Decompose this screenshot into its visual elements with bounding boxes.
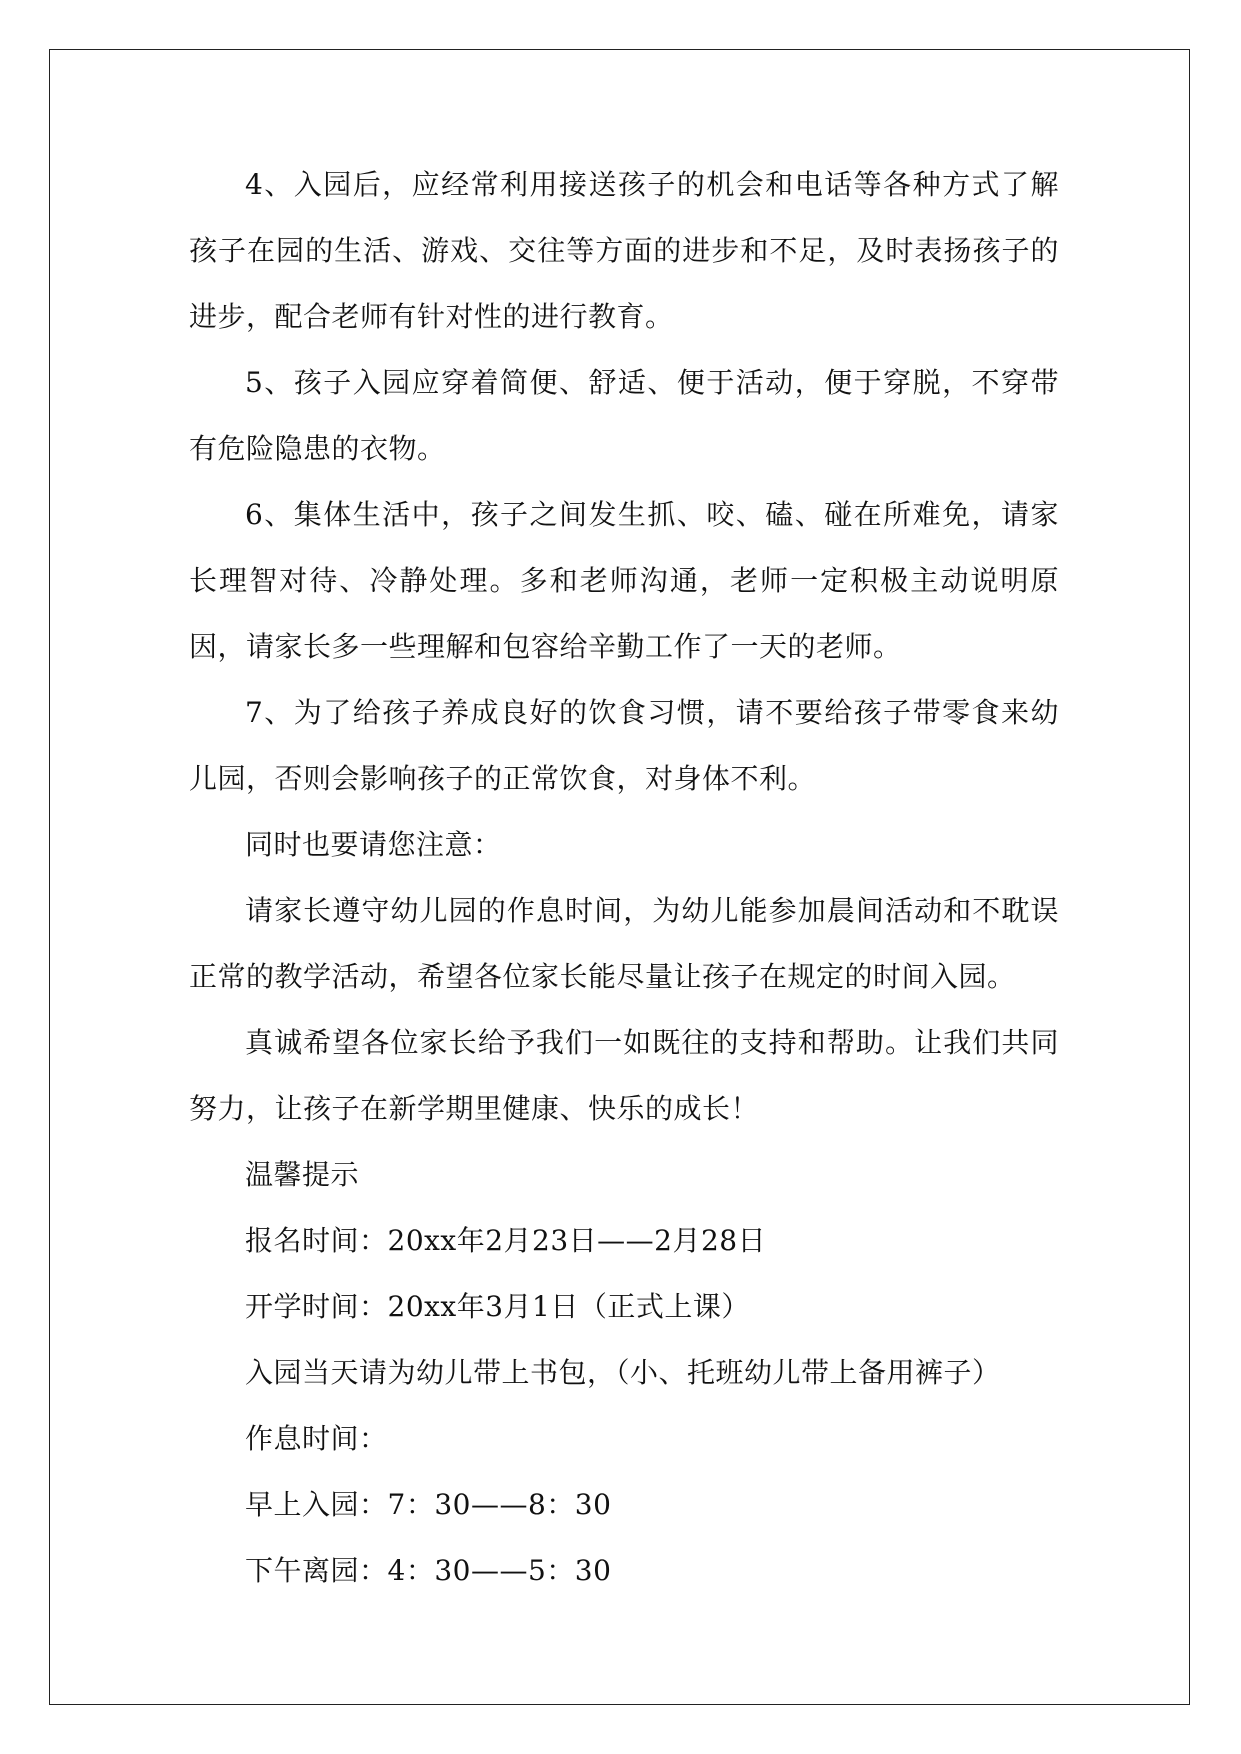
paragraph-closing: 真诚希望各位家长给予我们一如既往的支持和帮助。让我们共同努力，让孩子在新学期里健康、快乐的成长！ xyxy=(189,1026,1059,1125)
tips-heading: 温馨提示 xyxy=(245,1158,360,1191)
registration-time: 报名时间：20xx年2月23日——2月28日 xyxy=(245,1224,767,1257)
paragraph-item-7: 7、为了给孩子养成良好的饮食习惯，请不要给孩子带零食来幼儿园，否则会影响孩子的正常饮食，对身体不利。 xyxy=(189,696,1059,795)
school-start-time: 开学时间：20xx年3月1日（正式上课） xyxy=(245,1290,750,1323)
notice-heading: 同时也要请您注意： xyxy=(245,828,502,861)
first-day-note: 入园当天请为幼儿带上书包，（小、托班幼儿带上备用裤子） xyxy=(245,1356,1001,1389)
document-body xyxy=(189,152,1059,1604)
afternoon-departure-time: 下午离园：4：30——5：30 xyxy=(245,1554,612,1587)
paragraph-item-4: 4、入园后，应经常利用接送孩子的机会和电话等各种方式了解孩子在园的生活、游戏、交往等方面的进步和不足，及时表扬孩子的进步，配合老师有针对性的进行教育。 xyxy=(189,168,1059,333)
paragraph-item-6: 6、集体生活中，孩子之间发生抓、咬、磕、碰在所难免，请家长理智对待、冷静处理。多和老师沟通，老师一定积极主动说明原因，请家长多一些理解和包容给辛勤工作了一天的老师。 xyxy=(189,498,1059,663)
morning-arrival-time: 早上入园：7：30——8：30 xyxy=(245,1488,612,1521)
paragraph-schedule-request: 请家长遵守幼儿园的作息时间，为幼儿能参加晨间活动和不耽误正常的教学活动，希望各位家长能尽量让孩子在规定的时间入园。 xyxy=(189,894,1059,993)
daily-schedule-heading: 作息时间： xyxy=(245,1422,388,1455)
paragraph-item-5: 5、孩子入园应穿着简便、舒适、便于活动，便于穿脱，不穿带有危险隐患的衣物。 xyxy=(189,366,1059,465)
